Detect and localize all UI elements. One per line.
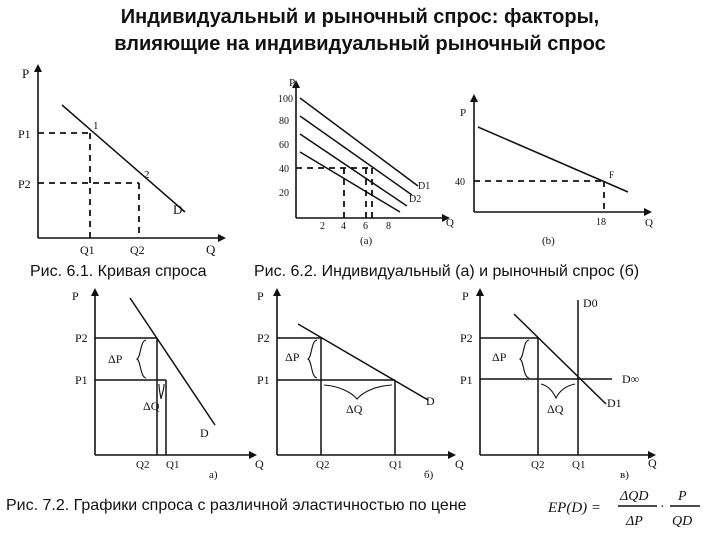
fig72b-dq-label: ΔQ — [346, 402, 363, 416]
fig72c-d0-label: D0 — [583, 296, 598, 310]
fig62a-d1-label: D1 — [418, 181, 431, 192]
fig72a-dq-label: ΔQ — [143, 399, 160, 413]
fig61-p2-label: P2 — [18, 177, 31, 191]
fig72c-panel-label: в) — [620, 469, 629, 481]
fig72a-dp-brace — [137, 340, 146, 378]
fig62b-demand-line — [478, 127, 628, 192]
fig62a-xtick-6: 6 — [363, 221, 368, 232]
fig72b-q1-label: Q1 — [389, 459, 403, 471]
fig72c-q-label: Q — [648, 456, 657, 470]
fig72a-dq-brace — [159, 384, 164, 399]
fig72b-q2-label: Q2 — [316, 459, 330, 471]
fig72c-dq-brace — [541, 384, 575, 398]
fig72b-dp-label: ΔP — [285, 350, 300, 364]
formula-numerator-1: ΔQD — [620, 489, 649, 504]
fig72c-q2-label: Q2 — [531, 459, 545, 471]
fig72c-d1-line — [514, 314, 606, 404]
fig72b-p-label: P — [257, 289, 264, 303]
fig72a-q1-label: Q1 — [166, 459, 180, 471]
caption-fig-7-2: Рис. 7.2. Графики спроса с различной эластичностью по цене — [6, 497, 467, 514]
fig61-q2-label: Q2 — [130, 243, 145, 257]
fig62a-demand-line-2 — [300, 116, 412, 195]
formula-numerator-2: P — [678, 489, 687, 504]
fig72a-d-label: D — [200, 426, 209, 440]
fig62a-xtick-2: 2 — [320, 221, 325, 232]
fig72c-dq-label: ΔQ — [547, 402, 564, 416]
fig72b-q-label: Q — [455, 457, 464, 471]
fig62a-xtick-8: 8 — [386, 221, 391, 232]
fig72a-q2-label: Q2 — [136, 459, 150, 471]
fig72a-panel-label: а) — [209, 469, 218, 481]
fig72b-demand-line — [298, 324, 428, 400]
fig61-point1-label: 1 — [93, 120, 99, 132]
fig72c-dp-label: ΔP — [492, 350, 507, 364]
fig72b-p1-label: P1 — [257, 373, 270, 387]
elasticity-formula — [547, 489, 700, 529]
fig72a-q-label: Q — [255, 457, 264, 471]
title-line-1: Индивидуальный и рыночный спрос: факторы, — [120, 6, 600, 28]
fig61-q-label: Q — [206, 242, 216, 257]
fig62a-ytick-20: 20 — [279, 188, 289, 199]
fig72a-p1-label: P1 — [75, 373, 88, 387]
fig72b-d-label: D — [426, 394, 435, 408]
fig-7-2a-inelastic-demand — [72, 289, 264, 481]
formula-lhs: EP(D) = — [548, 500, 602, 516]
fig61-p1-label: P1 — [18, 127, 31, 141]
fig62a-panel-label: (a) — [360, 235, 373, 247]
fig-7-2c-extreme-elasticity — [460, 289, 657, 481]
fig61-point2-label: 2 — [144, 169, 150, 181]
fig62b-ytick-40: 40 — [455, 177, 465, 188]
fig-6-1-demand-curve — [18, 66, 222, 257]
fig72b-panel-label: б) — [424, 469, 434, 481]
fig-6-2a-individual-demand — [278, 77, 454, 247]
fig72c-dp-brace — [520, 340, 529, 378]
fig72a-p2-label: P2 — [75, 331, 88, 345]
fig62a-ytick-80: 80 — [279, 116, 289, 127]
fig62b-point-label: F — [609, 170, 615, 180]
fig72c-dinf-label: D∞ — [622, 372, 640, 386]
fig61-p-label: P — [22, 66, 30, 81]
formula-denominator-2: QD — [672, 514, 693, 529]
fig72b-dp-brace — [308, 340, 317, 378]
fig-7-2b-elastic-demand — [257, 289, 464, 481]
fig62b-xtick-18: 18 — [596, 217, 606, 228]
caption-fig-6-1: Рис. 6.1. Кривая спроса — [30, 263, 207, 280]
fig72a-p-label: P — [72, 289, 79, 303]
formula-dot: · — [660, 500, 665, 515]
fig62a-ytick-100: 100 — [278, 94, 293, 105]
fig72c-p2-label: P2 — [460, 331, 473, 345]
fig62a-ytick-60: 60 — [279, 140, 289, 151]
fig62a-xtick-4: 4 — [341, 221, 346, 232]
fig62b-q-label: Q — [645, 217, 653, 229]
fig62b-p-label: P — [460, 107, 467, 119]
fig72c-d1-label: D1 — [607, 396, 622, 410]
formula-denominator-1: ΔP — [626, 514, 643, 529]
fig72b-p2-label: P2 — [257, 331, 270, 345]
fig62a-ytick-40: 40 — [279, 164, 289, 175]
fig72a-dp-label: ΔP — [108, 352, 123, 366]
fig61-q1-label: Q1 — [80, 243, 95, 257]
fig72c-q1-label: Q1 — [572, 459, 586, 471]
fig72b-dq-brace — [324, 385, 392, 399]
fig61-demand-line — [62, 105, 185, 212]
fig61-d-label: D — [173, 202, 183, 217]
title-line-2: влияющие на индивидуальный рыночный спрос — [114, 33, 606, 55]
fig72c-p-label: P — [462, 289, 469, 303]
fig62a-d2-label: D2 — [409, 194, 422, 205]
fig62a-q-label: Q — [446, 217, 454, 229]
caption-fig-6-2: Рис. 6.2. Индивидуальный (а) и рыночный спрос (б) — [254, 263, 640, 280]
fig62a-p-label: P — [289, 77, 296, 89]
fig72c-p1-label: P1 — [460, 373, 473, 387]
fig-6-2b-market-demand — [455, 98, 653, 247]
fig62a-demand-line-3 — [300, 134, 407, 206]
fig62b-panel-label: (b) — [542, 235, 555, 247]
